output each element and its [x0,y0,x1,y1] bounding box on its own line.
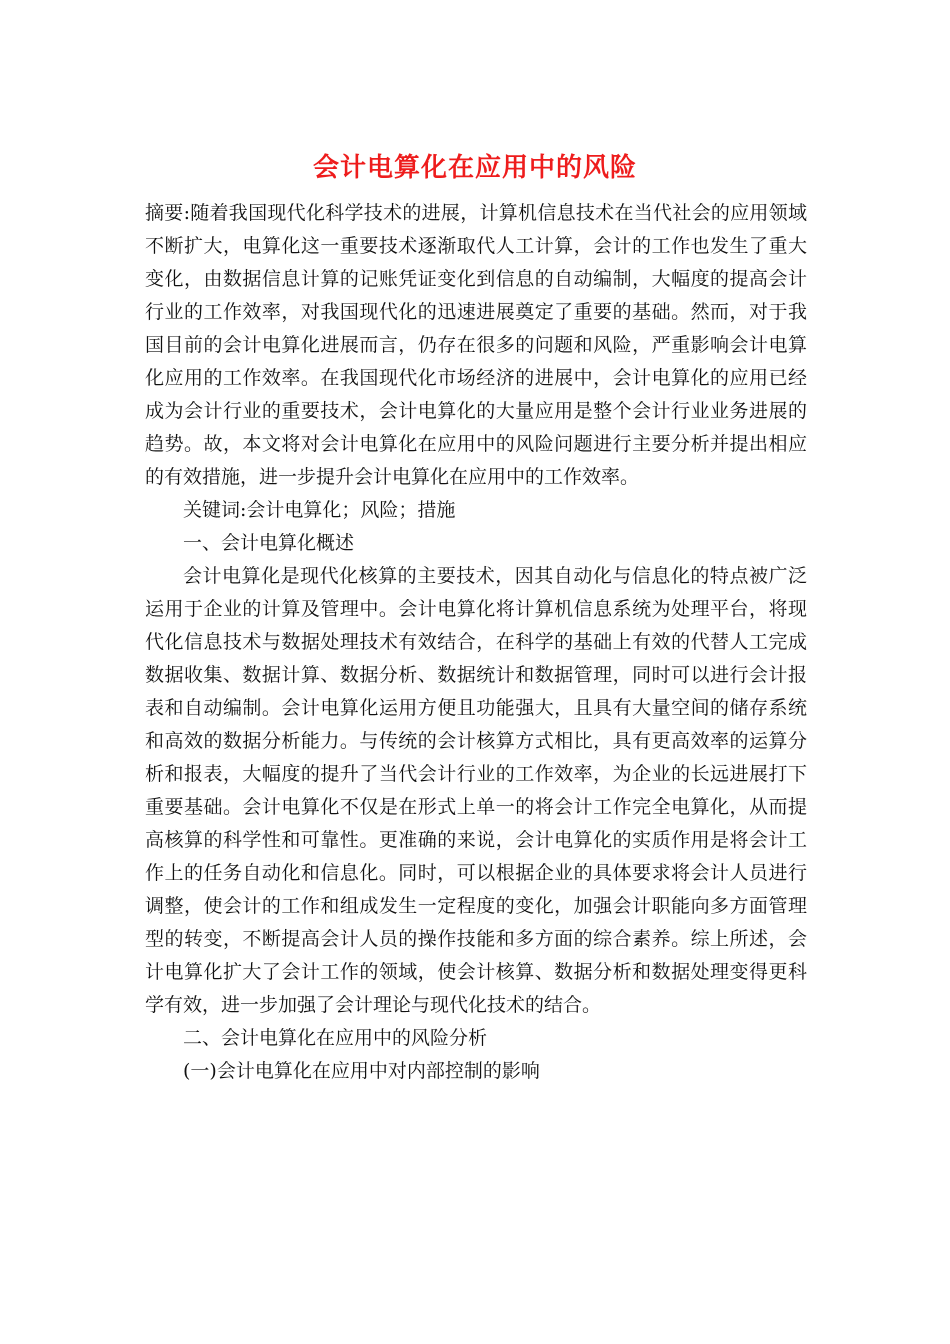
subsection-heading-1: (一)会计电算化在应用中对内部控制的影响 [183,1060,540,1082]
section-paragraph-1: 会计电算化是现代化核算的主要技术，因其自动化与信息化的特点被广泛运用于企业的计算及管理中。会计电算化将计算机信息系统为处理平台，将现代化信息技术与数据处理技术有效结合，在科学的基础上有效的代替人工完成数据收集、数据计算、数据分析、数据统计和数据管理，同时可以进行会计报表和自动编制。会计电算化运用方便且功能强大，且具有大量空间的储存系统和高效的数据分析能力。与传统的会计核算方式相比，具有更高效率的运算分析和报表，大幅度的提升了当代会计行业的工作效率，为企业的长远进展打下重要基础。会计电算化不仅是在形式上单一的将会计工作完全电算化，从而提高核算的科学性和可靠性。更准确的来说，会计电算化的实质作用是将会计工作上的任务自动化和信息化。同时，可以根据企业的具体要求将会计人员进行调整，使会计的工作和组成发生一定程度的变化，加强会计职能向多方面管理型的转变，不断提高会计人员的操作技能和多方面的综合素养。综上所述，会计电算化扩大了会计工作的领域，使会计核算、数据分析和数据处理变得更科学有效，进一步加强了会计理论与现代化技术的结合。 [145,565,807,1016]
section-heading-1: 一、会计电算化概述 [183,532,355,554]
abstract-paragraph: 摘要:随着我国现代化科学技术的进展，计算机信息技术在当代社会的应用领域不断扩大，电算化这一重要技术逐渐取代人工计算，会计的工作也发生了重大变化，由数据信息计算的记账凭证变化到信息的自动编制，大幅度的提高会计行业的工作效率，对我国现代化的迅速进展奠定了重要的基础。然而，对于我国目前的会计电算化进展而言，仍存在很多的问题和风险，严重影响会计电算化应用的工作效率。在我国现代化市场经济的进展中，会计电算化的应用已经成为会计行业的重要技术，会计电算化的大量应用是整个会计行业业务进展的趋势。故，本文将对会计电算化在应用中的风险问题进行主要分析并提出相应的有效措施，进一步提升会计电算化在应用中的工作效率。 [145,202,807,488]
document-body [145,197,807,1088]
keywords-line: 关键词:会计电算化；风险；措施 [183,499,456,521]
document-title: 会计电算化在应用中的风险 [312,153,637,183]
section-heading-2: 二、会计电算化在应用中的风险分析 [183,1027,488,1049]
